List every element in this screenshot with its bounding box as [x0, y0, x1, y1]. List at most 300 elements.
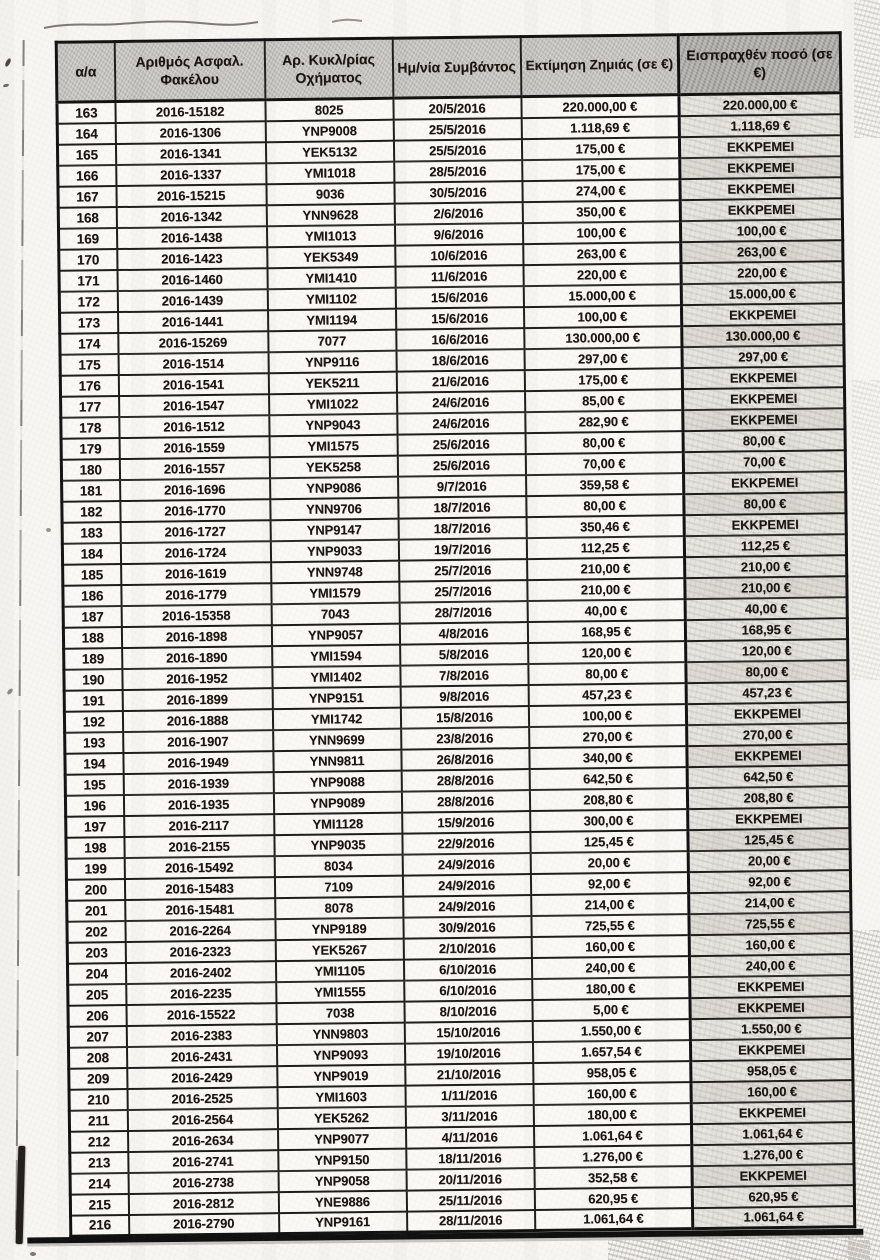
cell-damage-estimate: 220,00 € [523, 263, 681, 286]
cell-file-number: 2016-2738 [128, 1171, 278, 1194]
cell-damage-estimate: 175,00 € [521, 137, 679, 160]
cell-serial: 195 [65, 774, 123, 796]
column-header-serial: α/α [56, 42, 115, 103]
cell-vehicle-registration: YNP9151 [272, 686, 400, 709]
cell-damage-estimate: 112,25 € [526, 536, 684, 559]
cell-serial: 170 [59, 249, 117, 271]
cell-damage-estimate: 642,50 € [529, 767, 687, 790]
cell-amount-collected: ΕΚΚΡΕΜΕΙ [690, 975, 852, 998]
cell-amount-collected: ΕΚΚΡΕΜΕΙ [686, 702, 848, 725]
cell-incident-date: 11/6/2016 [395, 265, 523, 288]
cell-vehicle-registration: YNP9043 [269, 413, 397, 436]
column-header-file-number: Αριθμός Ασφαλ. Φακέλου [114, 40, 265, 102]
cell-incident-date: 15/6/2016 [395, 307, 523, 330]
cell-amount-collected: 297,00 € [682, 345, 844, 368]
cell-file-number: 2016-1337 [116, 163, 266, 186]
cell-amount-collected: ΕΚΚΡΕΜΕΙ [692, 1164, 854, 1187]
cell-damage-estimate: 240,00 € [531, 956, 689, 979]
cell-damage-estimate: 80,00 € [528, 662, 686, 685]
cell-incident-date: 18/7/2016 [398, 496, 526, 519]
cell-file-number: 2016-1952 [122, 667, 272, 690]
cell-damage-estimate: 210,00 € [527, 557, 685, 580]
cell-file-number: 2016-1890 [122, 646, 272, 669]
cell-amount-collected: 1.118,69 € [679, 114, 841, 137]
cell-vehicle-registration: YEK5211 [268, 371, 396, 394]
cell-vehicle-registration: YNN9803 [276, 1022, 404, 1045]
cell-amount-collected: 958,05 € [691, 1059, 853, 1082]
cell-incident-date: 4/11/2016 [405, 1126, 533, 1149]
cell-damage-estimate: 270,00 € [529, 725, 687, 748]
cell-vehicle-registration: YMI1402 [272, 665, 400, 688]
header-row [56, 33, 841, 103]
cell-file-number: 2016-2117 [124, 814, 274, 837]
cell-serial: 174 [60, 333, 118, 355]
cell-damage-estimate: 214,00 € [531, 893, 689, 916]
cell-amount-collected: ΕΚΚΡΕΜΕΙ [680, 198, 842, 221]
column-header-incident-date: Ημ/νία Συμβάντος [392, 37, 521, 99]
cell-serial: 183 [62, 522, 120, 544]
cell-vehicle-registration: YNP9150 [278, 1148, 406, 1171]
cell-vehicle-registration: YNP9147 [270, 518, 398, 541]
cell-file-number: 2016-2383 [126, 1024, 276, 1047]
column-header-vehicle-registration: Αρ. Κυκλ/ρίας Οχήματος [264, 38, 393, 100]
cell-vehicle-registration: YMI1013 [266, 224, 394, 247]
cell-serial: 206 [68, 1005, 126, 1027]
cell-incident-date: 19/10/2016 [404, 1042, 532, 1065]
cell-incident-date: 28/5/2016 [394, 160, 522, 183]
cell-amount-collected: 210,00 € [685, 555, 847, 578]
cell-damage-estimate: 457,23 € [528, 683, 686, 706]
cell-incident-date: 9/7/2016 [398, 475, 526, 498]
cell-file-number: 2016-1541 [118, 373, 268, 396]
cell-vehicle-registration: YNP9019 [277, 1064, 405, 1087]
cell-vehicle-registration: YNN9706 [270, 497, 398, 520]
cell-serial: 187 [63, 606, 121, 628]
cell-amount-collected: 160,00 € [689, 933, 851, 956]
cell-serial: 184 [62, 543, 120, 565]
cell-serial: 176 [60, 375, 118, 397]
cell-vehicle-registration: YNP9035 [274, 833, 402, 856]
cell-file-number: 2016-1888 [122, 709, 272, 732]
cell-amount-collected: 1.061,64 € [691, 1122, 853, 1145]
cell-incident-date: 22/9/2016 [402, 832, 530, 855]
cell-file-number: 2016-1727 [120, 520, 270, 543]
cell-file-number: 2016-1441 [118, 310, 268, 333]
cell-serial: 196 [65, 795, 123, 817]
cell-amount-collected: 40,00 € [685, 597, 847, 620]
cell-amount-collected: 220.000,00 € [679, 93, 841, 116]
cell-serial: 215 [70, 1193, 128, 1215]
cell-file-number: 2016-2812 [128, 1192, 278, 1215]
cell-amount-collected: ΕΚΚΡΕΜΕΙ [688, 807, 850, 830]
cell-vehicle-registration: YMI1194 [268, 308, 396, 331]
cell-incident-date: 28/7/2016 [399, 601, 527, 624]
cell-serial: 198 [66, 837, 124, 859]
cell-vehicle-registration: YEK5258 [269, 455, 397, 478]
cell-file-number: 2016-15182 [115, 100, 265, 123]
cell-serial: 207 [68, 1026, 126, 1048]
cell-serial: 177 [61, 396, 119, 418]
cell-incident-date: 19/7/2016 [398, 538, 526, 561]
cell-serial: 197 [66, 816, 124, 838]
cell-serial: 211 [69, 1110, 127, 1132]
table-header [56, 33, 841, 103]
cell-vehicle-registration: YMI1603 [277, 1085, 405, 1108]
cell-vehicle-registration: YEK5349 [267, 245, 395, 268]
cell-serial: 164 [57, 123, 115, 145]
cell-file-number: 2016-2429 [127, 1066, 277, 1089]
document-sheet [55, 31, 870, 1238]
cell-vehicle-registration: YMI1105 [275, 959, 403, 982]
cell-incident-date: 15/10/2016 [404, 1021, 532, 1044]
cell-file-number: 2016-1939 [123, 772, 273, 795]
cell-serial: 171 [59, 270, 117, 292]
cell-damage-estimate: 15.000,00 € [523, 284, 681, 307]
cell-amount-collected: 208,80 € [687, 786, 849, 809]
cell-damage-estimate: 125,45 € [530, 830, 688, 853]
cell-file-number: 2016-15481 [125, 898, 275, 921]
cell-damage-estimate: 297,00 € [524, 347, 682, 370]
cell-serial: 186 [63, 585, 121, 607]
cell-serial: 181 [62, 480, 120, 502]
cell-incident-date: 8/10/2016 [404, 1000, 532, 1023]
cell-damage-estimate: 130.000,00 € [524, 326, 682, 349]
cell-incident-date: 26/8/2016 [401, 748, 529, 771]
cell-file-number: 2016-15215 [116, 184, 266, 207]
cell-damage-estimate: 1.118,69 € [521, 116, 679, 139]
cell-serial: 180 [61, 459, 119, 481]
cell-file-number: 2016-2235 [126, 982, 276, 1005]
cell-damage-estimate: 175,00 € [522, 158, 680, 181]
cell-file-number: 2016-1899 [122, 688, 272, 711]
cell-amount-collected: 210,00 € [685, 576, 847, 599]
cell-amount-collected: 1.550,00 € [690, 1017, 852, 1040]
cell-damage-estimate: 1.061,64 € [533, 1124, 691, 1147]
cell-damage-estimate: 352,58 € [534, 1166, 692, 1189]
cell-serial: 202 [67, 921, 125, 943]
cell-amount-collected: ΕΚΚΡΕΜΕΙ [679, 135, 841, 158]
cell-vehicle-registration: YNP9161 [279, 1211, 407, 1234]
cell-incident-date: 28/8/2016 [401, 790, 529, 813]
cell-amount-collected: ΕΚΚΡΕΜΕΙ [680, 177, 842, 200]
cell-amount-collected: 100,00 € [680, 219, 842, 242]
cell-damage-estimate: 1.550,00 € [532, 1019, 690, 1042]
cell-vehicle-registration: YMI1410 [267, 266, 395, 289]
cell-damage-estimate: 1.061,64 € [535, 1208, 693, 1231]
cell-incident-date: 25/7/2016 [399, 580, 527, 603]
cell-serial: 168 [58, 207, 116, 229]
cell-file-number: 2016-1341 [115, 142, 265, 165]
cell-damage-estimate: 85,00 € [525, 389, 683, 412]
cell-damage-estimate: 175,00 € [524, 368, 682, 391]
cell-serial: 179 [61, 438, 119, 460]
cell-amount-collected: 120,00 € [686, 639, 848, 662]
cell-amount-collected: 1.061,64 € [693, 1206, 855, 1229]
cell-vehicle-registration: 7038 [276, 1001, 404, 1024]
cell-amount-collected: 20,00 € [688, 849, 850, 872]
cell-file-number: 2016-1514 [118, 352, 268, 375]
cell-amount-collected: 80,00 € [686, 660, 848, 683]
cell-vehicle-registration: YNP9116 [268, 350, 396, 373]
cell-vehicle-registration: 8078 [275, 896, 403, 919]
cell-vehicle-registration: YNP9033 [270, 539, 398, 562]
cell-vehicle-registration: YMI1555 [276, 980, 404, 1003]
cell-amount-collected: ΕΚΚΡΕΜΕΙ [681, 303, 843, 326]
cell-serial: 213 [70, 1151, 128, 1173]
cell-serial: 165 [57, 144, 115, 166]
cell-amount-collected: 263,00 € [681, 240, 843, 263]
cell-amount-collected: 168,95 € [685, 618, 847, 641]
cell-file-number: 2016-1512 [119, 415, 269, 438]
cell-incident-date: 25/11/2016 [406, 1189, 534, 1212]
cell-incident-date: 24/9/2016 [403, 895, 531, 918]
cell-damage-estimate: 274,00 € [522, 179, 680, 202]
cell-incident-date: 25/6/2016 [397, 454, 525, 477]
cell-file-number: 2016-1460 [117, 268, 267, 291]
cell-amount-collected: 15.000,00 € [681, 282, 843, 305]
cell-incident-date: 6/10/2016 [404, 979, 532, 1002]
cell-amount-collected: ΕΚΚΡΕΜΕΙ [684, 471, 846, 494]
cell-file-number: 2016-1547 [119, 394, 269, 417]
cell-amount-collected: 642,50 € [687, 765, 849, 788]
cell-amount-collected: ΕΚΚΡΕΜΕΙ [682, 366, 844, 389]
cell-incident-date: 25/5/2016 [393, 139, 521, 162]
cell-damage-estimate: 350,00 € [522, 200, 680, 223]
scan-speck [4, 58, 12, 68]
cell-serial: 212 [70, 1131, 128, 1153]
cell-file-number: 2016-1696 [120, 478, 270, 501]
cell-amount-collected: 160,00 € [691, 1080, 853, 1103]
cell-file-number: 2016-15522 [126, 1003, 276, 1026]
cell-amount-collected: 125,45 € [688, 828, 850, 851]
cell-vehicle-registration: YNP9189 [275, 917, 403, 940]
column-header-damage-estimate: Εκτίμηση Ζημιάς (σε €) [520, 35, 679, 97]
cell-incident-date: 16/6/2016 [396, 328, 524, 351]
scan-squiggle-mark [40, 12, 380, 38]
cell-incident-date: 15/9/2016 [402, 811, 530, 834]
cell-incident-date: 1/11/2016 [405, 1084, 533, 1107]
cell-vehicle-registration: YNP9088 [273, 770, 401, 793]
cell-damage-estimate: 160,00 € [531, 935, 689, 958]
cell-vehicle-registration: YNP9057 [271, 623, 399, 646]
cell-damage-estimate: 340,00 € [529, 746, 687, 769]
cell-amount-collected: 80,00 € [684, 492, 846, 515]
cell-vehicle-registration: YNP9093 [276, 1043, 404, 1066]
cell-file-number: 2016-1770 [120, 499, 270, 522]
cell-serial: 216 [71, 1214, 129, 1236]
cell-file-number: 2016-2634 [128, 1129, 278, 1152]
cell-incident-date: 25/6/2016 [397, 433, 525, 456]
cell-serial: 200 [66, 879, 124, 901]
scan-speck [3, 83, 10, 87]
cell-damage-estimate: 168,95 € [527, 620, 685, 643]
cell-vehicle-registration: 8025 [265, 98, 393, 121]
cell-amount-collected: 270,00 € [687, 723, 849, 746]
cell-serial: 169 [58, 228, 116, 250]
cell-vehicle-registration: YMI1022 [269, 392, 397, 415]
cell-serial: 166 [58, 165, 116, 187]
cell-amount-collected: ΕΚΚΡΕΜΕΙ [680, 156, 842, 179]
cell-serial: 192 [64, 711, 122, 733]
cell-serial: 173 [60, 312, 118, 334]
cell-damage-estimate: 70,00 € [525, 452, 683, 475]
cell-incident-date: 6/10/2016 [403, 958, 531, 981]
cell-file-number: 2016-2741 [128, 1150, 278, 1173]
cell-incident-date: 4/8/2016 [399, 622, 527, 645]
cell-vehicle-registration: YMI1575 [269, 434, 397, 457]
cell-file-number: 2016-1898 [121, 625, 271, 648]
cell-file-number: 2016-1559 [119, 436, 269, 459]
cell-incident-date: 20/5/2016 [393, 97, 521, 120]
cell-file-number: 2016-1438 [116, 226, 266, 249]
cell-amount-collected: 457,23 € [686, 681, 848, 704]
cell-damage-estimate: 100,00 € [528, 704, 686, 727]
cell-serial: 191 [64, 690, 122, 712]
cell-amount-collected: 220,00 € [681, 261, 843, 284]
cell-damage-estimate: 725,55 € [531, 914, 689, 937]
cell-file-number: 2016-2264 [125, 919, 275, 942]
cell-file-number: 2016-15269 [118, 331, 268, 354]
cell-serial: 214 [70, 1172, 128, 1194]
cell-vehicle-registration: YEK5267 [275, 938, 403, 961]
cell-serial: 208 [68, 1047, 126, 1069]
cell-damage-estimate: 210,00 € [527, 578, 685, 601]
cell-damage-estimate: 160,00 € [533, 1082, 691, 1105]
cell-incident-date: 5/8/2016 [400, 643, 528, 666]
cell-amount-collected: 130.000,00 € [682, 324, 844, 347]
cell-incident-date: 28/11/2016 [407, 1210, 535, 1233]
cell-file-number: 2016-2790 [129, 1213, 279, 1236]
cell-serial: 172 [59, 291, 117, 313]
cell-vehicle-registration: 7043 [271, 602, 399, 625]
cell-file-number: 2016-15358 [121, 604, 271, 627]
cell-vehicle-registration: YNP9077 [278, 1127, 406, 1150]
cell-amount-collected: ΕΚΚΡΕΜΕΙ [691, 1101, 853, 1124]
cell-file-number: 2016-1423 [117, 247, 267, 270]
cell-amount-collected: 240,00 € [689, 954, 851, 977]
cell-vehicle-registration: 9036 [266, 182, 394, 205]
cell-incident-date: 24/6/2016 [397, 391, 525, 414]
cell-vehicle-registration: YNP9008 [265, 119, 393, 142]
cell-file-number: 2016-2155 [124, 835, 274, 858]
cell-serial: 167 [58, 186, 116, 208]
scan-noise-patch [854, 0, 880, 138]
cell-serial: 182 [62, 501, 120, 523]
cell-incident-date: 20/11/2016 [406, 1168, 534, 1191]
cell-vehicle-registration: 7077 [268, 329, 396, 352]
cell-vehicle-registration: YNN9699 [273, 728, 401, 751]
claims-table [55, 31, 857, 1238]
cell-vehicle-registration: 7109 [274, 875, 402, 898]
cell-amount-collected: 92,00 € [688, 870, 850, 893]
cell-damage-estimate: 20,00 € [530, 851, 688, 874]
cell-serial: 163 [57, 102, 115, 124]
cell-amount-collected: 620,95 € [692, 1185, 854, 1208]
cell-damage-estimate: 620,95 € [534, 1187, 692, 1210]
cell-file-number: 2016-1779 [121, 583, 271, 606]
cell-vehicle-registration: YNP9089 [273, 791, 401, 814]
cell-file-number: 2016-2431 [126, 1045, 276, 1068]
cell-file-number: 2016-1557 [119, 457, 269, 480]
cell-vehicle-registration: YMI1742 [272, 707, 400, 730]
cell-damage-estimate: 359,58 € [526, 473, 684, 496]
cell-incident-date: 3/11/2016 [405, 1105, 533, 1128]
cell-vehicle-registration: YNN9748 [271, 560, 399, 583]
cell-damage-estimate: 80,00 € [525, 431, 683, 454]
cell-vehicle-registration: YNE9886 [278, 1190, 406, 1213]
scan-edge-line [15, 40, 24, 1230]
scan-speck [6, 688, 14, 696]
cell-damage-estimate: 282,90 € [525, 410, 683, 433]
cell-amount-collected: 70,00 € [683, 450, 845, 473]
cell-incident-date: 18/11/2016 [406, 1147, 534, 1170]
cell-file-number: 2016-2323 [125, 940, 275, 963]
cell-amount-collected: ΕΚΚΡΕΜΕΙ [684, 513, 846, 536]
cell-damage-estimate: 80,00 € [526, 494, 684, 517]
cell-vehicle-registration: YMI1018 [266, 161, 394, 184]
cell-incident-date: 21/6/2016 [396, 370, 524, 393]
cell-incident-date: 15/6/2016 [395, 286, 523, 309]
cell-amount-collected: 1.276,00 € [692, 1143, 854, 1166]
cell-amount-collected: 80,00 € [683, 429, 845, 452]
cell-incident-date: 15/8/2016 [400, 706, 528, 729]
cell-incident-date: 24/6/2016 [397, 412, 525, 435]
cell-serial: 209 [69, 1068, 127, 1090]
cell-amount-collected: ΕΚΚΡΕΜΕΙ [690, 1038, 852, 1061]
cell-incident-date: 24/9/2016 [402, 874, 530, 897]
cell-damage-estimate: 1.657,54 € [532, 1040, 690, 1063]
cell-serial: 194 [65, 753, 123, 775]
cell-damage-estimate: 958,05 € [533, 1061, 691, 1084]
cell-incident-date: 2/6/2016 [394, 202, 522, 225]
cell-serial: 201 [67, 900, 125, 922]
cell-damage-estimate: 180,00 € [532, 977, 690, 1000]
cell-vehicle-registration: YNP9086 [270, 476, 398, 499]
cell-incident-date: 23/8/2016 [401, 727, 529, 750]
cell-serial: 190 [64, 669, 122, 691]
cell-damage-estimate: 300,00 € [530, 809, 688, 832]
cell-file-number: 2016-2564 [127, 1108, 277, 1131]
cell-incident-date: 9/6/2016 [394, 223, 522, 246]
cell-incident-date: 18/7/2016 [398, 517, 526, 540]
cell-amount-collected: 214,00 € [689, 891, 851, 914]
cell-file-number: 2016-1907 [123, 730, 273, 753]
cell-damage-estimate: 40,00 € [527, 599, 685, 622]
cell-vehicle-registration: YEK5132 [265, 140, 393, 163]
cell-file-number: 2016-1342 [116, 205, 266, 228]
cell-file-number: 2016-1935 [123, 793, 273, 816]
scan-edge-smudge [16, 1146, 26, 1244]
cell-file-number: 2016-1306 [115, 121, 265, 144]
cell-serial: 205 [68, 984, 126, 1006]
cell-amount-collected: 112,25 € [684, 534, 846, 557]
cell-serial: 189 [64, 648, 122, 670]
cell-incident-date: 24/9/2016 [402, 853, 530, 876]
cell-serial: 188 [63, 627, 121, 649]
cell-damage-estimate: 100,00 € [522, 221, 680, 244]
cell-incident-date: 18/6/2016 [396, 349, 524, 372]
cell-file-number: 2016-1724 [120, 541, 270, 564]
cell-serial: 175 [60, 354, 118, 376]
cell-incident-date: 7/8/2016 [400, 664, 528, 687]
cell-damage-estimate: 263,00 € [523, 242, 681, 265]
cell-damage-estimate: 220.000,00 € [521, 95, 679, 118]
cell-vehicle-registration: YMI1594 [272, 644, 400, 667]
cell-file-number: 2016-2525 [127, 1087, 277, 1110]
cell-vehicle-registration: 8034 [274, 854, 402, 877]
cell-serial: 210 [69, 1089, 127, 1111]
cell-incident-date: 30/5/2016 [394, 181, 522, 204]
